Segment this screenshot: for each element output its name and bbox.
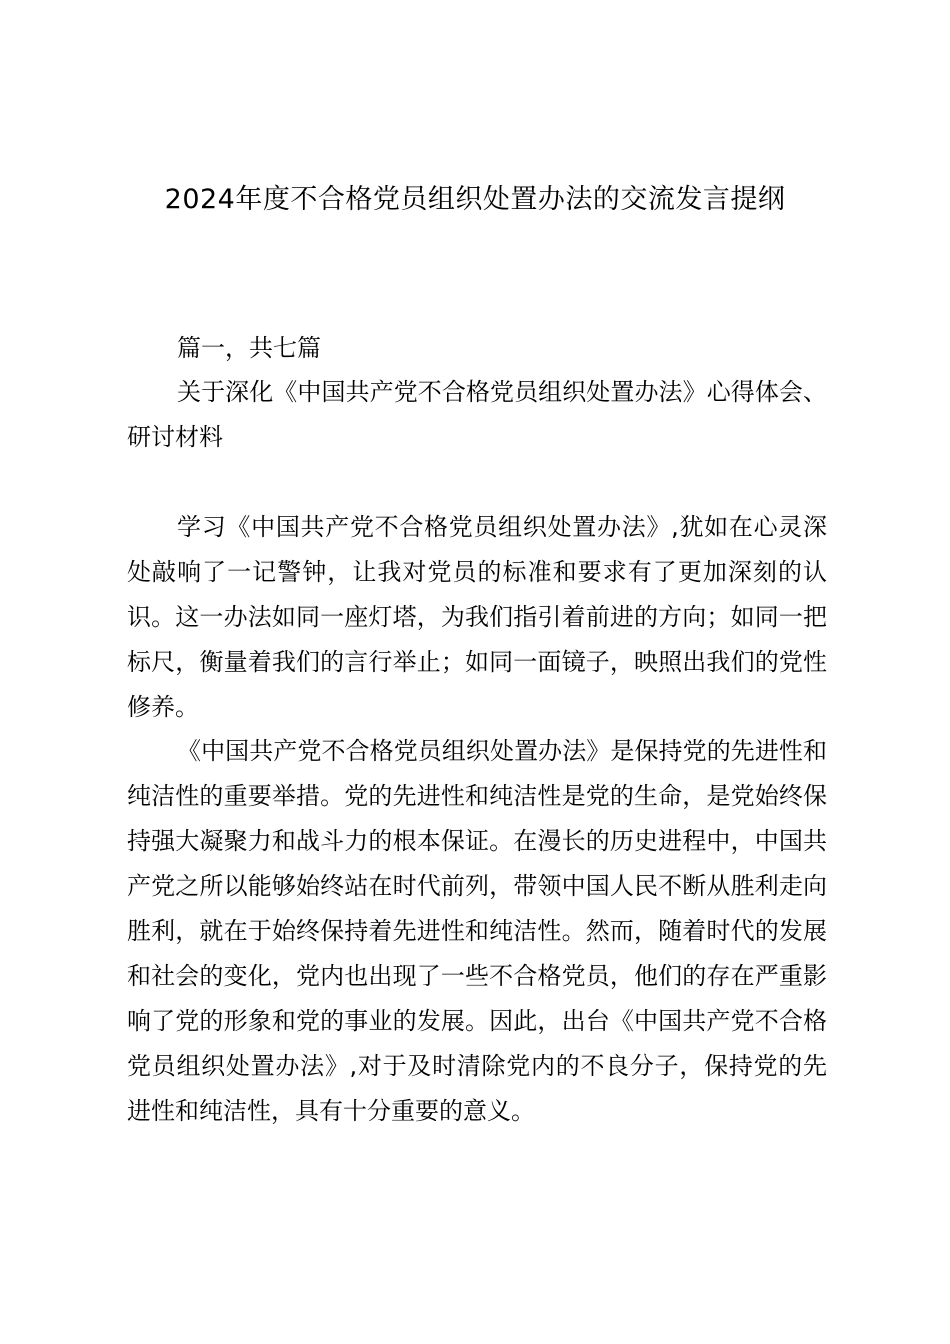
paragraph-significance: 《中国共产党不合格党员组织处置办法》是保持党的先进性和纯洁性的重要举措。党的先进性和纯洁性是党的生命，是党始终保持强大凝聚力和战斗力的根本保证。在漫长的历史进程中，中国共产党之所以能够始终站在时代前列，带领中国人民不断从胜利走向胜利，就在于始终保持着先进性和纯洁性。然而，随着时代的发展和社会的变化，党内也出现了一些不合格党员，他们的存在严重影响了党的形象和党的事业的发展。因此，出台《中国共产党不合格党员组织处置办法》,对于及时清除党内的不良分子，保持党的先进性和纯洁性，具有十分重要的意义。 (127, 737, 827, 1125)
paragraph-subtitle: 关于深化《中国共产党不合格党员组织处置办法》心得体会、研讨材料 (127, 378, 827, 451)
document-title: 2024年度不合格党员组织处置办法的交流发言提纲 (164, 184, 786, 215)
paragraph-series-note: 篇一，共七篇 (177, 334, 321, 362)
paragraph-intro: 学习《中国共产党不合格党员组织处置办法》,犹如在心灵深处敲响了一记警钟，让我对党员的标准和要求有了更加深刻的认识。这一办法如同一座灯塔，为我们指引着前进的方向；如同一把标尺，衡量着我们的言行举止；如同一面镜子，映照出我们的党性修养。 (127, 513, 827, 721)
